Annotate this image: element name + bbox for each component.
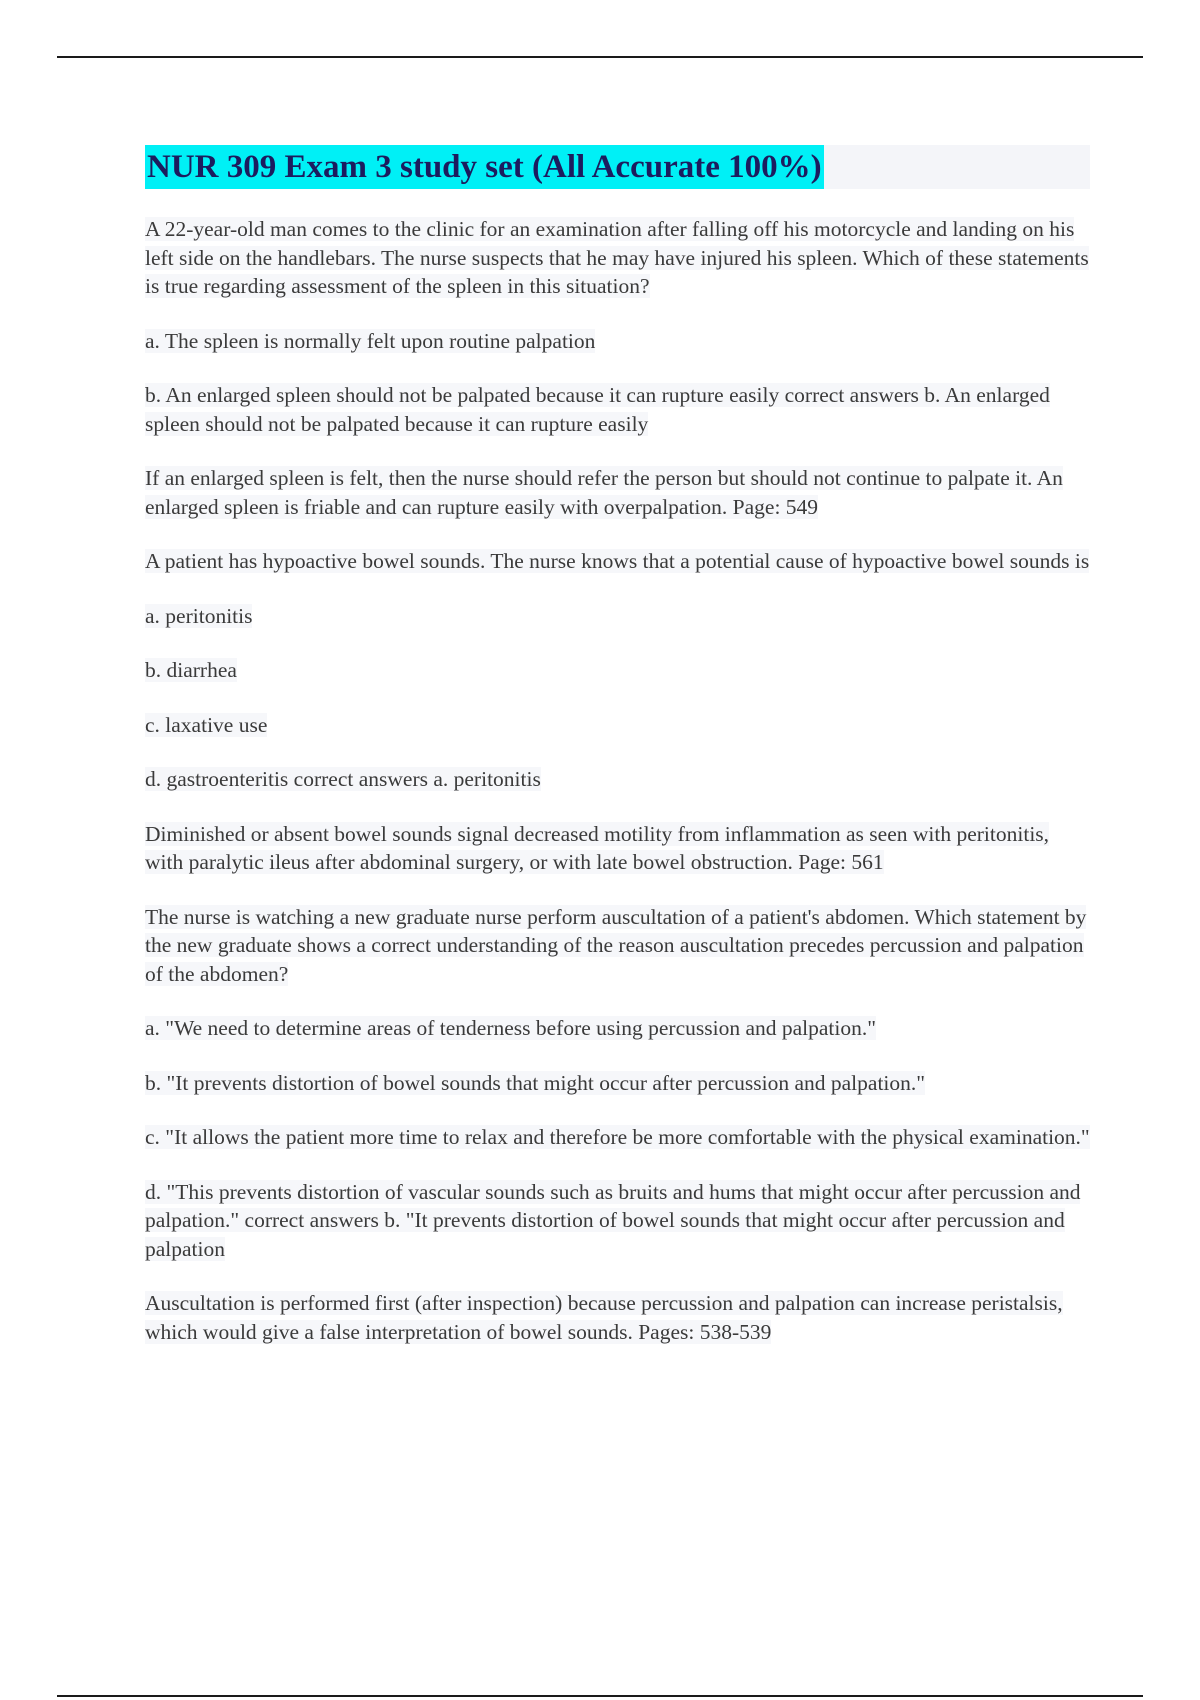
question-2-option-c: c. laxative use [145, 712, 268, 737]
question-3-option-c: c. "It allows the patient more time to relax and therefore be more comfortable with the physical examination." [145, 1125, 1090, 1149]
document-body [145, 145, 1090, 1372]
title-bar [145, 145, 1090, 189]
question-1-stem: A 22-year-old man comes to the clinic for an examination after falling off his motorcycle and landing on his left side on the handlebars. The nurse suspects that he may have injured his spleen. Which of these statements is true regarding assessment of the spleen in this situation? [145, 217, 1089, 298]
top-rule [57, 56, 1143, 58]
document-title: NUR 309 Exam 3 study set (All Accurate 100%) [145, 145, 824, 189]
question-3-rationale: Auscultation is performed first (after inspection) because percussion and palpation can increase peristalsis, which would give a false interpretation of bowel sounds. Pages: 538-539 [145, 1291, 1063, 1344]
question-2-option-d-answer: d. gastroenteritis correct answers a. peritonitis [145, 767, 541, 791]
question-2-stem: A patient has hypoactive bowel sounds. The nurse knows that a potential cause of hypoactive bowel sounds is [145, 549, 1090, 573]
question-2-option-a: a. peritonitis [145, 603, 253, 628]
question-3-option-b: b. "It prevents distortion of bowel sounds that might occur after percussion and palpation." [145, 1070, 926, 1095]
question-1-option-b-answer: b. An enlarged spleen should not be palpated because it can rupture easily correct answers b. An enlarged spleen should not be palpated because it can rupture easily [145, 383, 1050, 436]
question-1-option-a: a. The spleen is normally felt upon routine palpation [145, 328, 596, 353]
question-3-option-a: a. "We need to determine areas of tenderness before using percussion and palpation." [145, 1016, 877, 1040]
question-1-rationale: If an enlarged spleen is felt, then the nurse should refer the person but should not continue to palpate it. An enlarged spleen is friable and can rupture easily with overpalpation. Page: 549 [145, 466, 1063, 519]
bottom-rule [57, 1695, 1143, 1697]
question-3-option-d-answer: d. "This prevents distortion of vascular sounds such as bruits and hums that might occur after percussion and palpation." correct answers b. "It prevents distortion of bowel sounds that might occur after percussion and palpation [145, 1179, 1081, 1261]
question-2-option-b: b. diarrhea [145, 658, 237, 682]
question-2-rationale: Diminished or absent bowel sounds signal decreased motility from inflammation as seen with peritonitis, with paralytic ileus after abdominal surgery, or with late bowel obstruction. Page: 561 [145, 821, 1050, 874]
question-3-stem: The nurse is watching a new graduate nurse perform auscultation of a patient's abdomen. Which statement by the new graduate shows a correct understanding of the reason auscultation precedes percussion and palpation of the abdomen? [145, 904, 1087, 986]
